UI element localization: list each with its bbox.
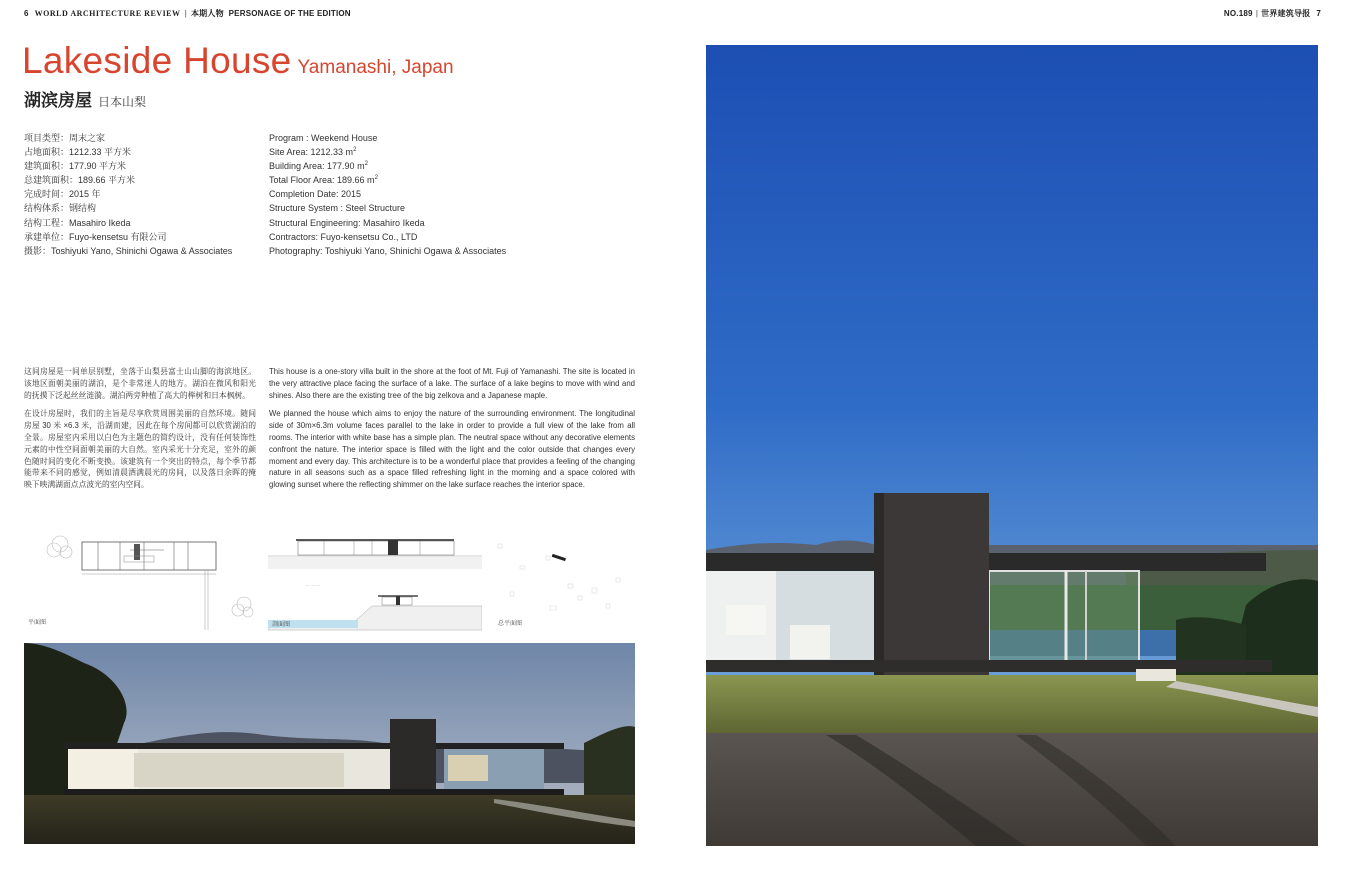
info-completion: Completion Date: 2015	[269, 189, 362, 200]
paragraph: 这间房屋是一间单层别墅，坐落于山梨县富士山山脚的海滨地区。该地区面朝美丽的湖泊，是个非常迷人的地方。湖泊在微风和阳光的抚摸下泛起丝丝涟漪。湖泊两旁种植了高大的榉树和日本枫树。	[24, 367, 256, 400]
info-line: 建筑面积：177.90 平方米	[24, 161, 127, 172]
info-line: 承建单位：Fuyo-kensetsu 有限公司	[24, 231, 167, 242]
info-line: 结构体系：钢结构	[24, 203, 97, 214]
info-line: 项目类型：周末之家	[24, 133, 106, 143]
page-number: 7	[1316, 9, 1321, 18]
magazine-name: WORLD ARCHITECTURE REVIEW	[34, 9, 181, 18]
title-main: Lakeside House	[22, 40, 292, 81]
title-location-cn: 日本山梨	[98, 95, 147, 109]
info-photography: Photography: Toshiyuki Yano, Shinichi Ogawa & Associates	[269, 245, 507, 256]
site-caption: 总平面图	[498, 621, 523, 627]
info-line: 结构工程：Masahiro Ikeda	[24, 217, 131, 228]
section-caption: 剖面图	[272, 622, 291, 628]
title-main-cn: 湖滨房屋	[24, 91, 92, 110]
section-en: PERSONAGE OF THE EDITION	[228, 9, 351, 18]
info-building-area: Building Area: 177.90 $m^2$	[269, 161, 368, 172]
article-title	[22, 40, 454, 82]
info-structure: Structure System : Steel Structure	[269, 203, 406, 214]
body-text-cn	[24, 366, 256, 498]
info-total-floor-area: Total Floor Area: 189.66 $m^2$	[269, 175, 378, 186]
info-line: 总建筑面积：189.66 平方米	[24, 175, 136, 186]
info-line: 占地面积：1212.33 平方米	[24, 147, 132, 158]
info-line: 完成时间：2015 年	[24, 189, 101, 200]
info-engineering: Structural Engineering: Masahiro Ikeda	[269, 217, 425, 228]
photo-dusk-exterior	[24, 643, 635, 844]
info-program: Program : Weekend House	[269, 133, 378, 143]
title-location: Yamanashi, Japan	[297, 57, 454, 78]
issue-number: NO.189	[1223, 9, 1253, 18]
header-separator: |	[184, 9, 187, 18]
article-title-cn	[24, 86, 146, 111]
plan-caption: 平面图	[28, 620, 47, 626]
photo-day-exterior	[706, 45, 1318, 846]
floor-plan-drawing	[24, 526, 258, 634]
paragraph: We planned the house which aims to enjoy the nature of the surrounding environment. The longitudinal side of 30m×6.3m volume faces parallel to the lake in order to provide a full view of the lake from all rooms. The interior with white base has a simple plan. The neutral space without any decorative elements confront the nature. The interior space is filled with the light and the color outside that changes every moment and every day. This architecture is to be a wonderful place that provides a feeling of the changing nature in all seasons such as a space filled refreshing light in the morning and a space colored with glowing sunset where the reflecting shimmer on the lake surface reaches the interior space.	[269, 409, 635, 490]
magazine-name-cn: 世界建筑导报	[1261, 9, 1311, 18]
paragraph: 在设计房屋时，我们的主旨是尽享欣赏周围美丽的自然环境。随间房屋 30 米 ×6.3 米，沿湖而建，因此在每个房间都可以欣赏湖泊的全景。房屋室内采用以白色为主题色的简约设计，没有任何装饰性元素的中性空间面朝美丽的大自然。室内采光十分充足，室外的颜色随时间的变化不断变换。该建筑有一个突出的特点，每个季节都能带来不同的感觉，例如清晨洒满晨光的房间，以及落日余晖的掩映下映满湖面点点波光的室内空间。	[24, 409, 256, 490]
page-number: 6	[24, 9, 29, 18]
svg-text:— · — · —: — · — · —	[306, 583, 321, 587]
info-contractors: Contractors: Fuyo-kensetsu Co., LTD	[269, 231, 418, 242]
section-cn: 本期人物	[190, 9, 224, 18]
header-separator: |	[1255, 9, 1259, 18]
body-text-en	[269, 366, 635, 498]
paragraph: This house is a one-story villa built in the shore at the foot of Mt. Fuji of Yamanashi. The site is located in the very attractive place facing the surface of a lake. The surface of a lake begins to move with wind and shines. Also there are the existing tree of the big zelkova and a Japanese maple.	[269, 367, 635, 400]
project-info-en	[269, 131, 629, 258]
site-plan-drawing	[490, 526, 635, 634]
page-header-right	[1224, 8, 1321, 19]
page-header-left	[24, 8, 351, 19]
info-site-area: Site Area: 1212.33 $m^2$	[269, 147, 357, 158]
info-line: 摄影：Toshiyuki Yano, Shinichi Ogawa & Associates	[24, 245, 233, 256]
project-info-cn	[24, 131, 254, 258]
section-drawing	[268, 526, 482, 634]
